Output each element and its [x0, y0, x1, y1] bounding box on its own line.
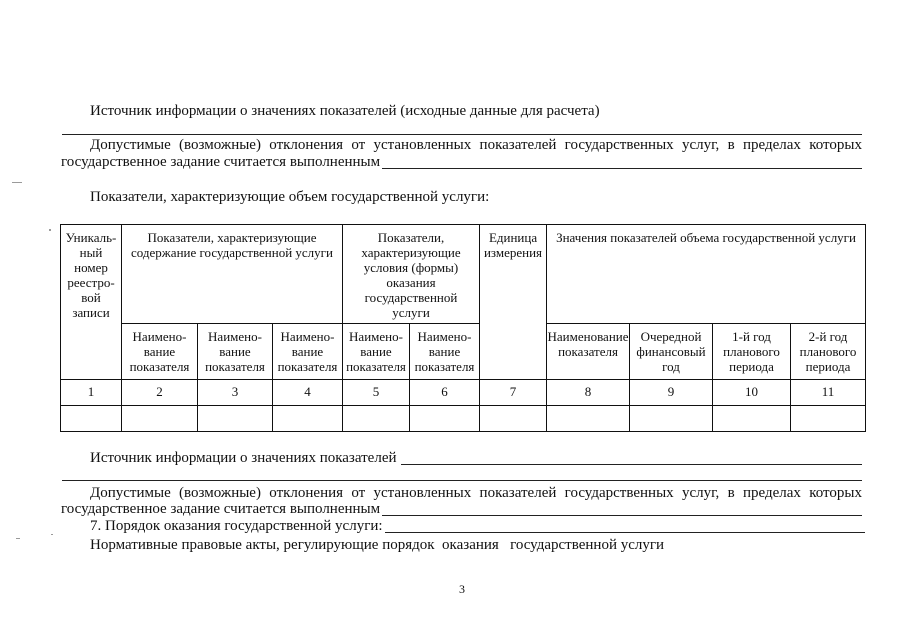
column-number: 4: [273, 380, 343, 406]
table-empty-row: [61, 406, 866, 432]
subheader-indicator-name: Наимено- вание показателя: [198, 324, 273, 380]
subheader-indicator-name: Наимено- вание показателя: [410, 324, 480, 380]
deviation-text-line-2-label: государственное задание считается выполненным: [61, 154, 381, 170]
source-extra-fill-line: [62, 480, 862, 481]
table-header-row: [61, 225, 866, 324]
subheader-planning-year-1: 1-й год планового периода: [713, 324, 791, 380]
source-of-values-text: Источник информации о значениях показателей (исходные данные для расчета): [90, 103, 600, 119]
empty-cell: [791, 406, 866, 432]
empty-cell: [547, 406, 630, 432]
empty-cell: [273, 406, 343, 432]
column-number-row: [61, 380, 866, 406]
legal-acts-text: Нормативные правовые акты, регулирующие порядок оказания государственной услуги: [90, 537, 665, 553]
column-number: 11: [791, 380, 866, 406]
deviation-fill-line: [382, 168, 862, 169]
column-number: 3: [198, 380, 273, 406]
table-subheader-row: [61, 324, 866, 380]
deviation-text-line-2: [61, 154, 862, 171]
header-unit: Единица измерения: [480, 225, 547, 380]
scan-speck: [16, 538, 20, 539]
empty-cell: [198, 406, 273, 432]
subheader-indicator-name: Наимено- вание показателя: [343, 324, 410, 380]
procedure-heading-line: [90, 518, 865, 535]
column-number: 5: [343, 380, 410, 406]
source-fill-line: [401, 464, 862, 465]
procedure-fill-line: [385, 532, 865, 533]
volume-indicators-heading: Показатели, характеризующие объем государственной услуги:: [90, 189, 490, 205]
subheader-indicator-name: Наимено- вание показателя: [273, 324, 343, 380]
deviation-text-line-1: Допустимые (возможные) отклонения от установленных показателей государственных услуг, в пределах которых: [90, 137, 862, 153]
deviation-text-line-2: [61, 501, 862, 518]
column-number: 9: [630, 380, 713, 406]
page-number: 3: [459, 582, 465, 596]
procedure-heading: 7. Порядок оказания государственной услуги:: [90, 518, 383, 534]
scan-speck: [49, 229, 51, 231]
header-condition-indicators: Показатели, характеризующие условия (формы) оказания государственной услуги: [343, 225, 480, 324]
volume-indicators-table: [60, 224, 866, 432]
source-of-values-line: [90, 450, 862, 467]
empty-cell: [480, 406, 547, 432]
empty-cell: [122, 406, 198, 432]
column-number: 10: [713, 380, 791, 406]
subheader-indicator-name: Наимено- вание показателя: [122, 324, 198, 380]
empty-cell: [61, 406, 122, 432]
subheader-planning-year-2: 2-й год планового периода: [791, 324, 866, 380]
column-number: 2: [122, 380, 198, 406]
empty-cell: [410, 406, 480, 432]
header-volume-values: Значения показателей объема государственной услуги: [547, 225, 866, 324]
scan-speck: [51, 534, 53, 535]
column-number: 6: [410, 380, 480, 406]
empty-cell: [630, 406, 713, 432]
column-number: 1: [61, 380, 122, 406]
subheader-indicator-name: Наименование показателя: [547, 324, 630, 380]
column-number: 8: [547, 380, 630, 406]
empty-cell: [713, 406, 791, 432]
subheader-next-fiscal-year: Очередной финансовый год: [630, 324, 713, 380]
empty-cell: [343, 406, 410, 432]
scan-speck: [12, 182, 22, 183]
header-unique-number: Уникаль- ный номер реестро- вой записи: [61, 225, 122, 380]
deviation-fill-line: [382, 515, 862, 516]
deviation-text-line-2-label: государственное задание считается выполненным: [61, 501, 381, 517]
deviation-text-line-1: Допустимые (возможные) отклонения от установленных показателей государственных услуг, в пределах которых: [90, 485, 862, 501]
header-content-indicators: Показатели, характеризующие содержание государственной услуги: [122, 225, 343, 324]
source-fill-line: [62, 134, 862, 135]
column-number: 7: [480, 380, 547, 406]
source-of-values-label: Источник информации о значениях показателей: [90, 450, 397, 466]
